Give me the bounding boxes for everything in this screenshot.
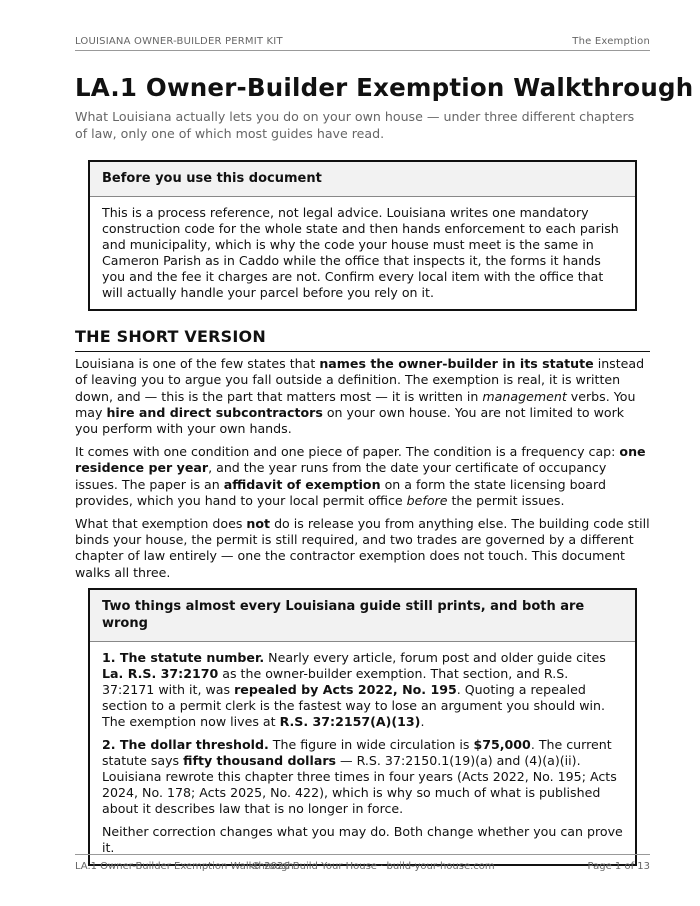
disclaimer-box xyxy=(88,160,637,311)
page-content xyxy=(75,72,694,866)
corrections-body xyxy=(90,642,635,864)
section-heading-short-version: THE SHORT VERSION xyxy=(75,327,650,352)
disclaimer-text: This is a process reference, not legal advice. Louisiana writes one mandatory construction code for the whole state and then hands enforcement to each parish and municipality, which is why the code your house must meet is the same in Cameron Parish as in Caddo while the office that inspects it, the forms it hands you and the fee it charges are not. Confirm every local item with the office that will actually handle your parcel before you rely on it. xyxy=(102,205,619,300)
page-subtitle: What Louisiana actually lets you do on your own house — under three different chapters of law, only one of which most guides have read. xyxy=(75,109,635,141)
page-number: Page 1 of 13 xyxy=(587,861,650,872)
footer-doc-title: LA.1 Owner-Builder Exemption Walkthrough xyxy=(75,861,294,872)
page-footer xyxy=(75,854,650,872)
disclaimer-heading: Before you use this document xyxy=(90,162,635,197)
section-name: The Exemption xyxy=(572,36,650,47)
paragraph-condition: It comes with one condition and one piece of paper. The condition is a frequency cap: one residence per year, and the year runs from the date your certificate of occupancy issues. The paper is an affidavit of exemption on a form the state licensing board provides, which you hand to your local permit office before the permit issues. xyxy=(75,443,646,508)
short-version-body xyxy=(75,356,650,581)
disclaimer-body xyxy=(90,197,635,309)
corrections-heading: Two things almost every Louisiana guide still prints, and both are wrong xyxy=(90,590,635,642)
correction-dollar-threshold: 2. The dollar threshold. The figure in wide circulation is $75,000. The current statute says fifty thousand dollars — R.S. 37:2150.1(19)(a) and (4)(a)(ii). Louisiana rewrote this chapter three times in four years (Acts 2022, No. 195; Acts 2024, No. 178; Acts 2025, No. 422), which is why so much of what is published about it describes law that is no longer in force. xyxy=(102,736,617,816)
corrections-closing: Neither correction changes what you may do. Both change whether you can prove it. xyxy=(102,823,623,855)
paragraph-limits: What that exemption does not do is release you from anything else. The building code still binds your house, the permit is still required, and two trades are governed by a different chapter of law entirely — one the contractor exemption does not touch. This document walks all three. xyxy=(75,515,650,580)
kit-title: LOUISIANA OWNER-BUILDER PERMIT KIT xyxy=(75,36,283,47)
corrections-box xyxy=(88,588,637,866)
running-header xyxy=(75,36,650,51)
correction-statute-number: 1. The statute number. Nearly every article, forum post and older guide cites La. R.S. 37:2170 as the owner-builder exemption. That section, and R.S. 37:2171 with it, was repealed by Acts 2022, No. 195. Quoting a repealed section to a permit clerk is the fastest way to lose an argument you should win. The exemption now lives at R.S. 37:2157(A)(13). xyxy=(102,649,606,729)
footer-copyright: © 2026 Build Your House · build-your-house.com xyxy=(251,861,495,872)
page-title: LA.1 Owner-Builder Exemption Walkthrough xyxy=(75,73,694,102)
paragraph-statute: Louisiana is one of the few states that names the owner-builder in its statute instead of leaving you to argue you fall outside a definition. The exemption is real, it is written down, and — this is the part that matters most — it is written in management verbs. You may hire and direct subcontractors on your own house. You are not limited to work you perform with your own hands. xyxy=(75,356,645,437)
